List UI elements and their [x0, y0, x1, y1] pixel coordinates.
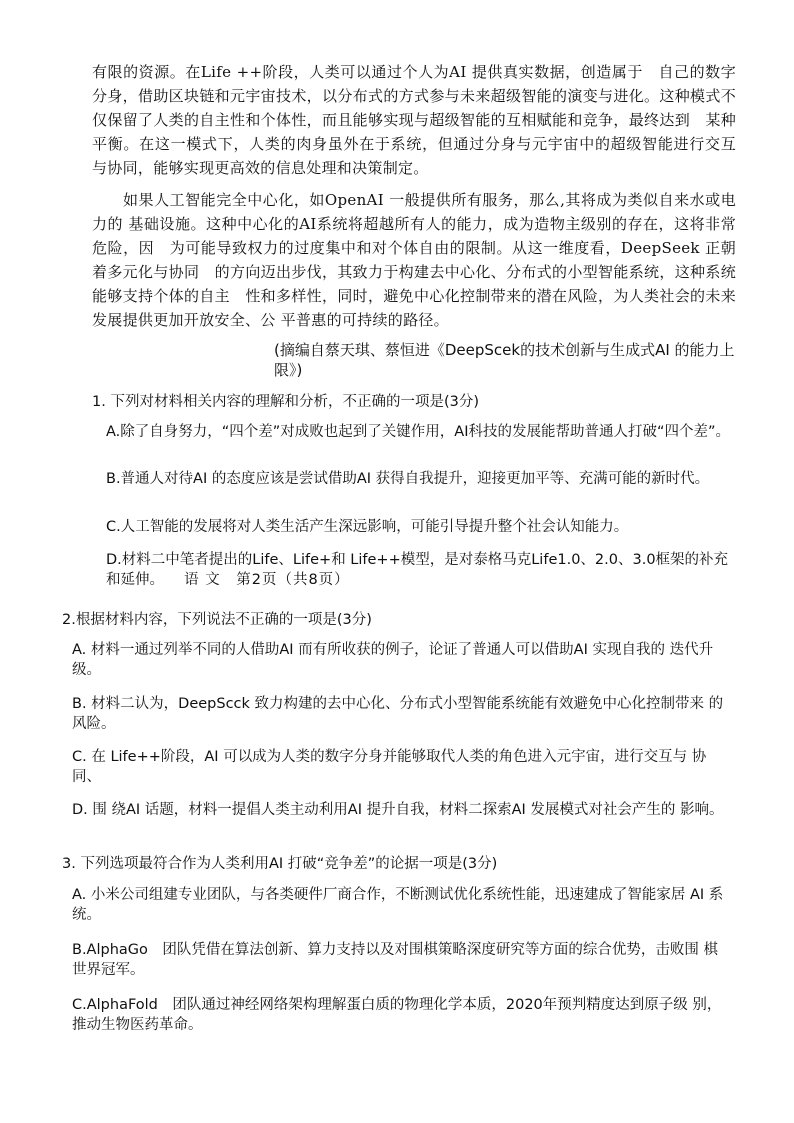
footer-page-number: 第2页（共8页）	[236, 572, 350, 588]
material-source-citation: (摘编自蔡天琪、蔡恒进《DeepScek的技术创新与生成式AI 的能力上限》)	[274, 341, 735, 379]
question-1-option-d-text: D.材料二中笔者提出的Life、Life+和 Life++模型，是对泰格马克Life1.0、2.0、3.0框架的补充和延伸。	[106, 552, 729, 588]
question-2-option-a: A. 材料一通过列举不同的人借助AI 而有所收获的例子，论证了普通人可以借助AI 实现自我的 迭代升级。	[72, 642, 714, 678]
question-2-option-c: C. 在 Life++阶段，AI 可以成为人类的数字分身并能够取代人类的角色进入元宇宙，进行交互与 协同、	[72, 749, 707, 785]
question-1-stem: 1. 下列对材料相关内容的理解和分析，不正确的一项是(3分)	[92, 394, 479, 410]
question-3-option-c: C.AlphaFold 团队通过神经网络架构理解蛋白质的物理化学本质，2020年预判精度达到原子级 别，推动生物医药革命。	[72, 997, 722, 1033]
question-3-stem: 3. 下列选项最符合作为人类利用AI 打破“竞争差”的论据一项是(3分)	[62, 856, 498, 872]
question-1-option-a: A.除了自身努力，“四个差”对成败也起到了关键作用，AI科技的发展能帮助普通人打破“四个差”。	[106, 424, 731, 440]
question-2-option-b: B. 材料二认为，DeepScck 致力构建的去中心化、分布式小型智能系统能有效避免中心化控制带来 的风险。	[72, 696, 724, 732]
page-footer	[169, 572, 350, 588]
material-paragraph-1: 有限的资源。在Life ++阶段，人类可以通过个人为AI 提供真实数据，创造属于 自己的数字分身，借助区块链和元宇宙技术，以分布式的方式参与未来超级智能的演变与进化。这种模式不仅保留了人类的自主性和个体性，而且能够实现与超级智能的互相赋能和竞争，最终达到 某种平衡。在这一模式下，人类的肉身虽外在于系统，但通过分身与元宇宙中的超级智能进行交互 与协同，能够实现更高效的信息处理和决策制定。	[92, 63, 752, 177]
question-1-option-d	[106, 550, 742, 590]
question-3-option-a: A. 小米公司组建专业团队，与各类硬件厂商合作，不断测试优化系统性能，迅速建成了智能家居 AI 系统。	[72, 887, 724, 923]
question-3-option-b: B.AlphaGo 团队凭借在算法创新、算力支持以及对围棋策略深度研究等方面的综合优势，击败围 棋世界冠军。	[72, 942, 718, 978]
question-1-option-b: B.普通人对待AI 的态度应该是尝试借助AI 获得自我提升，迎接更加平等、充满可能的新时代。	[106, 471, 710, 487]
question-2-option-d: D. 围 绕AI 话题，材料一提倡人类主动利用AI 提升自我，材料二探索AI 发展模式对社会产生的 影响。	[72, 802, 724, 818]
question-1-option-c: C.人工智能的发展将对人类生活产生深远影响，可能引导提升整个社会认知能力。	[106, 519, 629, 535]
material-paragraph-2: 如果人工智能完全中心化，如OpenAI 一般提供所有服务，那么,其将成为类似自来水或电力的 基础设施。这种中心化的AI系统将超越所有人的能力，成为造物主级别的存在，这将非常危险，因 为可能导致权力的过度集中和对个体自由的限制。从这一维度看，DeepSeek 正朝着多元化与协同 的方向迈出步伐，其致力于构建去中心化、分布式的小型智能系统，这种系统能够支持个体的自主 性和多样性，同时，避免中心化控制带来的潜在风险，为人类社会的未来发展提供更加开放安全、公 平普惠的可持续的路径。	[92, 191, 736, 329]
question-2-stem: 2.根据材料内容，下列说法不正确的一项是(3分)	[62, 612, 372, 628]
footer-subject: 语 文	[184, 572, 221, 588]
